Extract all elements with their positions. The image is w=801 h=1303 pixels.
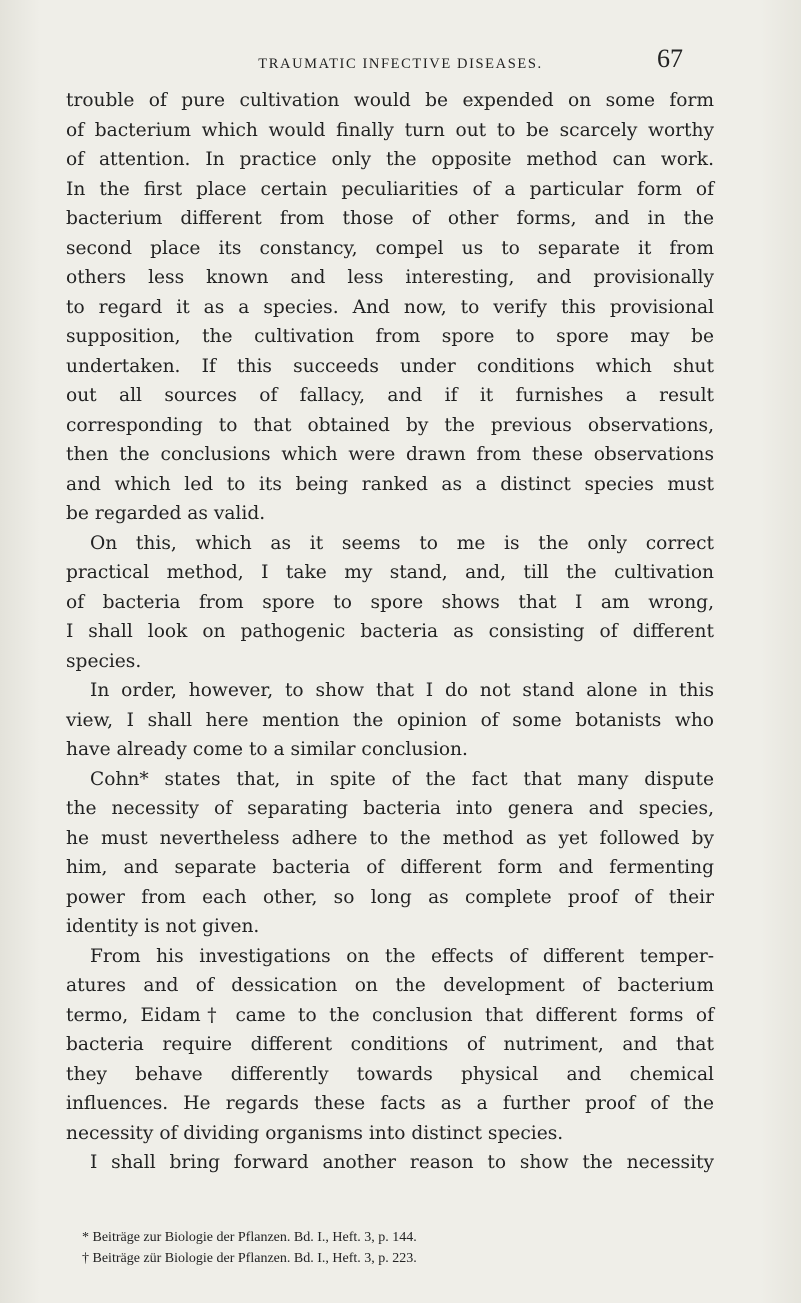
text-line: have already come to a similar conclusion.: [66, 739, 468, 760]
text-line: of attention. In practice only the opposite method can work.: [66, 149, 714, 170]
text-line: second place its constancy, compel us to separate it from: [66, 237, 714, 259]
text-line: bacterium different from those of other forms, and in the: [66, 208, 714, 229]
text-line: Cohn* states that, in spite of the fact that many dispute: [90, 768, 714, 790]
text-line: others less known and less interesting, and provisionally: [66, 267, 714, 288]
text-line: him, and separate bacteria of different form and fermenting: [66, 857, 714, 878]
text-line: I shall look on pathogenic bacteria as consisting of different: [66, 621, 714, 642]
text-line: bacteria require different conditions of nutriment, and that: [66, 1034, 714, 1055]
body-text: [66, 86, 714, 1178]
text-line: to regard it as a species. And now, to verify this provisional: [66, 296, 714, 318]
text-line: he must nevertheless adhere to the method as yet followed by: [66, 827, 714, 849]
text-line: of bacterium which would finally turn out to be scarcely worthy: [66, 119, 714, 141]
footnote: * Beiträge zur Biologie der Pflanzen. Bd. I., Heft. 3, p. 144.: [82, 1230, 417, 1245]
text-line: of bacteria from spore to spore shows that I am wrong,: [66, 591, 714, 613]
text-line: then the conclusions which were drawn from these observations: [66, 444, 714, 465]
text-line: In order, however, to show that I do not stand alone in this: [90, 680, 714, 701]
text-line: atures and of dessication on the development of bacterium: [66, 975, 714, 996]
text-line: power from each other, so long as complete proof of their: [66, 886, 714, 908]
text-line: trouble of pure cultivation would be expended on some form: [66, 90, 714, 111]
text-line: species.: [66, 650, 142, 672]
text-line: view, I shall here mention the opinion of some botanists who: [66, 709, 714, 731]
text-line: undertaken. If this succeeds under conditions which shut: [66, 355, 714, 377]
running-head: TRAUMATIC INFECTIVE DISEASES.: [258, 56, 543, 72]
text-line: From his investigations on the effects of different temper-: [90, 945, 714, 967]
text-line: they behave differently towards physical and chemical: [66, 1063, 714, 1085]
text-line: influences. He regards these facts as a further proof of the: [66, 1093, 714, 1114]
text-line: supposition, the cultivation from spore to spore may be: [66, 326, 714, 347]
text-line: the necessity of separating bacteria into genera and species,: [66, 798, 714, 819]
text-line: be regarded as valid.: [66, 503, 266, 524]
text-line: corresponding to that obtained by the previous observations,: [66, 414, 714, 436]
text-line: and which led to its being ranked as a distinct species must: [66, 473, 714, 495]
text-line: identity is not given.: [66, 916, 260, 937]
footnotes: [82, 1227, 722, 1269]
text-line: practical method, I take my stand, and, till the cultivation: [66, 562, 714, 583]
page-number: 67: [657, 44, 683, 73]
text-line: In the first place certain peculiarities of a particular form of: [66, 178, 714, 200]
text-line: I shall bring forward another reason to show the necessity: [90, 1152, 714, 1173]
text-line: On this, which as it seems to me is the only correct: [90, 532, 714, 554]
text-line: out all sources of fallacy, and if it furnishes a result: [66, 385, 714, 406]
footnote: † Beiträge zür Biologie der Pflanzen. Bd. I., Heft. 3, p. 223.: [82, 1251, 417, 1266]
text-line: necessity of dividing organisms into distinct species.: [66, 1122, 564, 1144]
text-line: termo, Eidam† came to the conclusion that different forms of: [66, 1004, 714, 1026]
